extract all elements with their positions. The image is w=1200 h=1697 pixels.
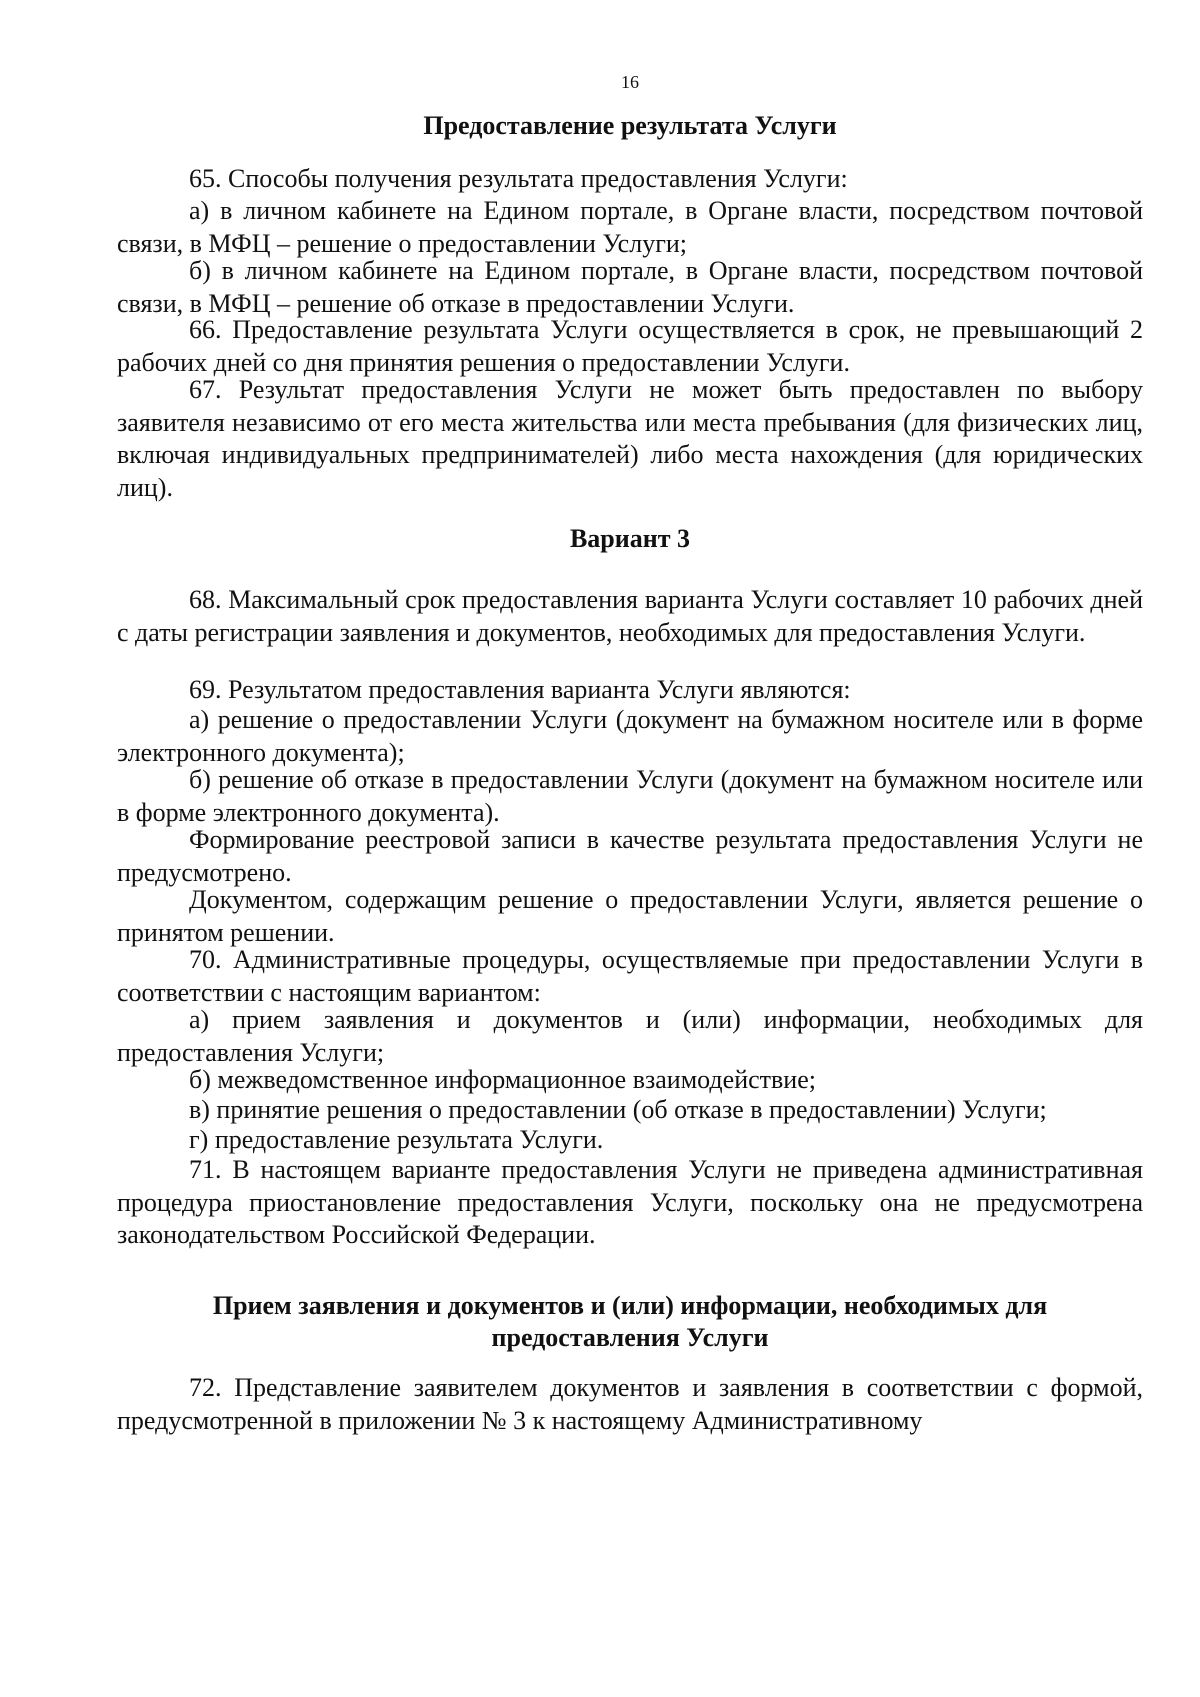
paragraph-69d: Документом, содержащим решение о предоставлении Услуги, является решение о принятом решении.	[117, 885, 1143, 947]
paragraph-70c: в) принятие решения о предоставлении (об отказе в предоставлении) Услуги;	[189, 1095, 1047, 1124]
section-heading-result: Предоставление результата Услуги	[423, 111, 837, 140]
section-heading-variant: Вариант 3	[569, 524, 691, 553]
paragraph-72: 72. Представление заявителем документов и заявления в соответствии с формой, предусмотренной в приложении № 3 к настоящему Административному	[117, 1373, 1143, 1435]
paragraph-70d: г) предоставление результата Услуги.	[189, 1125, 604, 1154]
paragraph-65: 65. Способы получения результата предоставления Услуги:	[189, 164, 848, 193]
paragraph-68: 68. Максимальный срок предоставления варианта Услуги составляет 10 рабочих дней с даты регистрации заявления и документов, необходимых для предоставления Услуги.	[117, 585, 1143, 647]
paragraph-65a: а) в личном кабинете на Едином портале, в Органе власти, посредством почтовой связи, в МФЦ – решение о предоставлении Услуги;	[117, 196, 1143, 258]
paragraph-69: 69. Результатом предоставления варианта Услуги являются:	[189, 675, 851, 704]
paragraph-70: 70. Административные процедуры, осуществляемые при предоставлении Услуги в соответствии с настоящим вариантом:	[117, 945, 1143, 1007]
paragraph-69a: а) решение о предоставлении Услуги (документ на бумажном носителе или в форме электронного документа);	[117, 705, 1143, 767]
page-number: 16	[621, 72, 639, 92]
paragraph-66: 66. Предоставление результата Услуги осуществляется в срок, не превышающий 2 рабочих дней со дня принятия решения о предоставлении Услуги.	[117, 315, 1143, 377]
section-heading-reception: Прием заявления и документов и (или) информации, необходимых для предоставления Услуги	[212, 1291, 1048, 1352]
paragraph-71: 71. В настоящем варианте предоставления Услуги не приведена административная процедура приостановление предоставления Услуги, поскольку она не предусмотрена законодательством Российской Федерации.	[117, 1155, 1143, 1249]
paragraph-67: 67. Результат предоставления Услуги не может быть предоставлен по выбору заявителя независимо от его места жительства или места пребывания (для физических лиц, включая индивидуальных предпринимателей) либо места нахождения (для юридических лиц).	[117, 375, 1143, 502]
paragraph-70b: б) межведомственное информационное взаимодействие;	[189, 1065, 816, 1094]
paragraph-65b: б) в личном кабинете на Едином портале, в Органе власти, посредством почтовой связи, в МФЦ – решение об отказе в предоставлении Услуги.	[117, 256, 1143, 318]
paragraph-70a: а) прием заявления и документов и (или) информации, необходимых для предоставления Услуги;	[117, 1005, 1143, 1067]
paragraph-69b: б) решение об отказе в предоставлении Услуги (документ на бумажном носителе или в форме электронного документа).	[117, 765, 1143, 827]
paragraph-69c: Формирование реестровой записи в качестве результата предоставления Услуги не предусмотрено.	[117, 825, 1143, 887]
